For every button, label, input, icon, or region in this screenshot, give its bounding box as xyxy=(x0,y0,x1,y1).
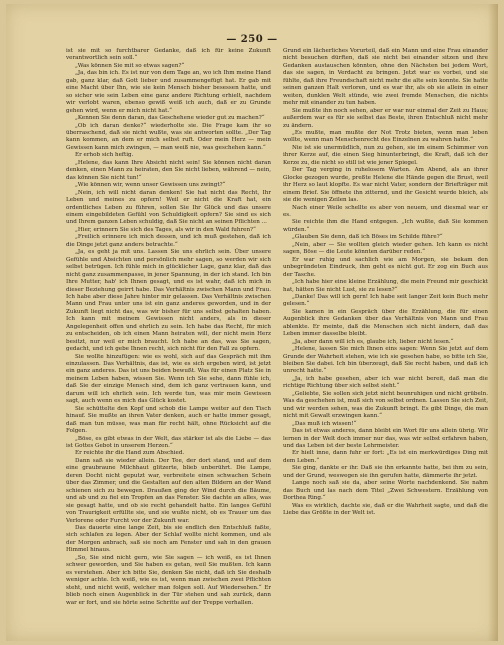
right-column-paragraph: Er war ruhig und sachlich wie am Morgen, sie bekam den unbegründeten Eindruck, ihm geht es nicht gut. Er zog ein Buch aus der Tasche. xyxy=(283,256,488,278)
text-column-right xyxy=(283,48,488,638)
right-column-paragraph: Nach einer Weile schellte es aber von neuem, und diesmal war er es. xyxy=(283,204,488,218)
left-column-paragraph: ist sie mit so furchtbarer Gedanke, daß ich für keine Zukunft verantwortlich sein soll.“ xyxy=(66,48,271,62)
right-column-paragraph: Was es wirklich, dachte sie, daß er die Wahrheit sagte, und daß die Liebe das Größte in der Welt ist. xyxy=(283,502,488,517)
left-column-paragraph: „Ja, das bin ich. Es ist nur von dem Tage an, wo ich Ihm meine Hand gab, ganz klar, daß Gott lieber und zusammengefügt hat. Er gab mit eine Macht über Ihn, wie sie kein Mensch bisher besessen hatte, und so sicher wie sein Leben eine ganz andere Richtung erhielt, nachdem wir verlobt waren, ebenso gewiß weiß ich auch, daß er zu Grunde gehen wird, wenn er mich nicht hat.“ xyxy=(66,70,271,114)
right-column-paragraph: „Es mußte, man mußte der Not Trotz bieten, wenn man leben wollte, wenn man Menschenrecht des Einzelnen zu wahren hatte.“ xyxy=(283,129,488,144)
right-column-paragraph: „Ja, aber dann will ich es, glaube ich, lieber nicht lesen.“ xyxy=(292,338,454,345)
right-column-paragraph: Lange noch saß sie da, aber seine Worte nachdenkend. Sie nahm das Buch und las nach dem Titel „Zwei Schwestern. Erzählung von Dorthea Ring.“ xyxy=(283,480,488,502)
left-column-paragraph: Er erhob sich heftig. xyxy=(75,152,134,159)
left-column-paragraph: „Böse, es gibt etwas in der Welt, das stärker ist als die Liebe — das ist Gottes Gebot in unserem Herzen.“ xyxy=(66,435,271,450)
page-gutter-shadow xyxy=(488,4,498,641)
right-column-paragraph: Nie ist sie unermüdlich, nun zu gehen, sie im einem Schimmer von ihrer Kerze auf, die einen Sieg hinunterbringt, die Kraft, daß ich der Kerze zu, die nicht so still ist wie jener Spiegel. xyxy=(283,144,488,166)
right-column-paragraph: Der Tag verging in ruhelosem Warten. Am Abend, als an ihrer Glocke gezogen wurde, preßte Helene die Hände gegen die Brust, weil ihr Herz so laut klopfte. Es war nicht Vater, sondern der Briefträger mit einem Brief. Sie öffnete ihn zitternd, und ihr Gesicht wurde bleich, als sie die wenigen Zeilen las. xyxy=(283,167,488,204)
left-column-paragraph: Sie schüttelte den Kopf und schob die Lampe weiter auf den Tisch hinauf. Sie mußte an ihren Vater denken, auch er hatte immer gesagt, daß man tun müsse, was man für recht hält, ohne Rücksicht auf die Folgen. xyxy=(66,405,271,435)
right-column-paragraph: „Geliebte, Sie sollen sich jetzt nicht beunruhigen und nicht grübeln. Was da geschehen ist, muß sich von selbst ordnen. Lassen Sie sich Zeit, und wir werden sehen, was die Zukunft bringt. Es gibt Dinge, die man nicht mit Gewalt erzwingen kann.“ xyxy=(283,390,488,420)
book-page xyxy=(6,4,498,641)
left-column-paragraph: „Ob ich daran denke?“ wiederholte sie. Die Frage kam ihr so überraschend, daß sie nicht wußte, was sie antworten sollte. „Der Tag kann kommen, an dem er mich selbst ruft. Oder mein Herz — mein Gewissen kann mich zwingen, — man weiß nie, was geschehen kann.“ xyxy=(66,122,271,151)
right-column-paragraph: „Das muß ich wissen!“ xyxy=(292,420,357,427)
left-column-paragraph: „Helene, das kann Ihre Absicht nicht sein! Sie können nicht daran denken, einen Mann zu heiraten, den Sie nicht lieben, während — nein, das können Sie nicht tun!“ xyxy=(66,159,271,181)
text-column-left xyxy=(66,48,271,638)
right-column-paragraph: „Nein, aber — Sie wollten gleich wieder gehen. Ich kann es nicht sagen, Böse — die Leute könnten darüber reden.“ xyxy=(283,241,488,256)
right-column-paragraph: „Ja, ich habe gesehen, aber ich war nicht bereit, daß man die richtige Richtung über sich selbst sieht.“ xyxy=(283,375,488,390)
left-column-paragraph: Sie wollte hinzufügen: wie es wohl, sich auf das Gespräch mit ihm einzulassen. Das Verhältnis, das ist, wie es sich ergeben wird, ist jetzt ein ganz anderes. Das ist uns beiden bewußt. Was für einen Platz Sie in meinem Leben haben, wissen Sie. Wenn ich Sie sehe, dann fühle ich, daß Sie der einzige Mensch sind, dem ich ganz vertrauen kann, und darum will ich ehrlich sein. Ich werde tun, was mir mein Gewissen sagt, auch wenn es mich das Glück kostet. xyxy=(66,353,271,405)
left-column-paragraph: Das dauerte eine lange Zeit, bis sie endlich den Entschluß faßte, sich schlafen zu legen. Aber der Schlaf wollte nicht kommen, und als der Morgen anbrach, saß sie noch am Fenster und sah in den grauen Himmel hinaus. xyxy=(66,525,271,554)
right-column-paragraph: „Helene, lassen Sie mich Ihnen eins sagen: Wenn Sie jetzt auf dem Grunde der Wahrheit stehen, wie ich sie gesehen habe, so bitte ich Sie, bleiben Sie dabei. Ich bin überzeugt, daß Sie recht haben, und daß ich unrecht hatte.“ xyxy=(283,346,488,375)
left-column-paragraph: „Ja, es geht ja mit uns. Lassen Sie uns ehrlich sein. Über unsere Gefühle und Absichten und persönlich mehr sagen, so werden wir sich selbst betrügen. Ich fühle mich in glücklicher Lage, ganz klar, daß das nicht ganz zusammenpasse, in jener Spannung, in der ich stand. Ich bin Ihre Mutter, hab' ich Ihnen gesagt, und es ist wahr, daß ich mich in dieser Beziehung geirrt habe. Das Verhältnis zwischen Mann und Frau. Ich habe aber diese Jahre hinter mir gelassen. Das Verhältnis zwischen Mann und Frau unter uns ist ein ganz anderes geworden, und in der Zukunft liegt nicht das, was wir bisher für uns selbst gehalten haben. Ich kann mit meinem Gewissen nicht anders, als in dieser Angelegenheit offen und ehrlich zu sein. Ich habe das Recht, für mich zu entscheiden, ob ich einen Mann heiraten will, der nicht mein Herz besitzt, nur weil er mich braucht. Ich habe an das, was Sie sagen, gedacht, und ich gebe Ihnen recht, sich nicht für den Fall zu opfern. xyxy=(66,249,271,353)
right-column-paragraph: „Glauben Sie denn, daß ich Böses im Schilde führe?“ xyxy=(292,234,443,241)
right-column-paragraph: „Danke! Das will ich gern! Ich habe seit langer Zeit kein Buch mehr gelesen.“ xyxy=(283,293,488,308)
left-column-paragraph: „Was können Sie mit so etwas sagen?“ xyxy=(75,62,185,69)
left-column-paragraph: „Hier, erinnern Sie sich des Tages, als wir in den Wald fuhren?“ xyxy=(75,226,256,233)
right-column-paragraph: Sie kamen in ein Gespräch über die Erzählung, die für einen Augenblick ihre Gedanken über das Verhältnis von Mann und Frau ablenkte. Er meinte, daß die Menschen sich nicht ändern, daß das Leben immer dasselbe bleibt. xyxy=(283,308,488,338)
left-column-paragraph: „So, Sie sind nicht gern, wie Sie sagen — ich weiß, es ist Ihnen schwer geworden, und Sie haben es getan, weil Sie mußten. Ich kann es verstehen. Aber ich bitte Sie, denken Sie nicht, daß ich Sie deshalb weniger achte. Ich weiß, wie es ist, wenn man zwischen zwei Pflichten steht, und nicht weiß, welcher man folgen soll. Auf Wiedersehen.“ Er blieb noch einen Augenblick in der Tür stehen und sah zurück, dann war er fort, und sie hörte seine Schritte auf der Treppe verhallen. xyxy=(66,554,271,606)
left-column-paragraph: „Nein, ich will nicht daran denken! Sie hat nicht das Recht, Ihr Leben und meines zu opfern! Weil er nicht die Kraft hat, ein ordentliches Leben zu führen, sollen Sie Ihr Glück und das unsere einem eingebildeten Gefühl von Schuldigkeit opfern? Sie sind es sich und Ihrem ganzen Leben schuldig, daß Sie nicht an seinen Pflichten ... xyxy=(66,189,271,226)
left-column-paragraph: „Freilich erinnere ich mich dessen, und ich muß gestehen, daß ich die Dinge jetzt ganz anders betrachte.“ xyxy=(66,234,271,248)
left-column-paragraph: Dann saß sie wieder allein. Der Tee, der dort stand, und auf dem eine graubraune Milchhaut glitzerte, blieb unberührt. Die Lampe, deren Docht nicht geputzt war, verbreitete einen schwachen Schein über das Zimmer, und die Gestalten auf den alten Bildern an der Wand schienen sich zu bewegen. Draußen ging der Wind durch die Bäume, und ab und zu fiel ein Tropfen an das Fenster. Sie dachte an alles, was sie gesagt hatte, und ob sie recht gehandelt hatte. Ein langes Gefühl von Traurigkeit erfüllte sie, und sie wußte nicht, ob es Trauer um das Verlorene oder Furcht vor der Zukunft war. xyxy=(66,457,271,524)
right-column-paragraph: Sie ging, dankte er ihr. Daß sie ihn erkannte hatte, bei ihm zu sein, und der Grund, weswegen sie ihn gerufen hatte, dämmerte ihr jetzt. xyxy=(283,465,488,479)
right-column-paragraph: Grund ein lächerliches Vorurteil, daß ein Mann und eine Frau einander nicht besuchen dürften, daß sie nicht bei einander sitzen und ihre Gedanken austauschen könnten, ohne den Nächsten bei jedem Wort, das sie sagen, in Verdacht zu bringen. Jetzt war es vorbei, und sie fühlte, daß ihre Freundschaft nicht mehr die alte sein konnte. Sie hatte seinen ganzen Halt verloren, und es war ihr, als ob sie allein in einer weiten, dunklen Welt stünde, wie zwei fremde Menschen, die nichts mehr mit einander zu tun haben. xyxy=(283,48,488,107)
right-column-paragraph: Er hielt inne, dann fuhr er fort: „Es ist ein merkwürdiges Ding mit dem Leben.“ xyxy=(283,450,488,464)
right-column-paragraph: Sie mußte ihn noch sehen, aber er war nur einmal der Zeit zu Haus; außerdem war es für sie selbst das Beste, ihren Entschluß nicht mehr zu ändern. xyxy=(283,107,488,129)
page-number: — 250 — xyxy=(226,34,278,45)
right-column-paragraph: „Ich habe hier eine kleine Erzählung, die mein Freund mir geschickt hat, hätten Sie nicht Lust, sie zu lesen?“ xyxy=(283,279,488,293)
left-column-paragraph: „Kennen Sie denn daran, das Geschehene wieder gut zu machen?“ xyxy=(75,115,265,122)
right-column-paragraph: Das ist etwas anderes, dann bleibt ein Wort für uns allein übrig. Wir lernen in der Welt doch immer nur das, was wir selbst erfahren haben, und das Leben ist der beste Lehrmeister. xyxy=(283,428,488,450)
left-column-paragraph: Er reichte ihr die Hand zum Abschied. xyxy=(75,450,185,457)
left-column-paragraph: „Wie können wir, wenn unser Gewissen uns zwingt?“ xyxy=(75,182,226,189)
right-column-paragraph: Sie reichte ihm die Hand entgegen. „Ich wußte, daß Sie kommen würden.“ xyxy=(283,219,488,233)
